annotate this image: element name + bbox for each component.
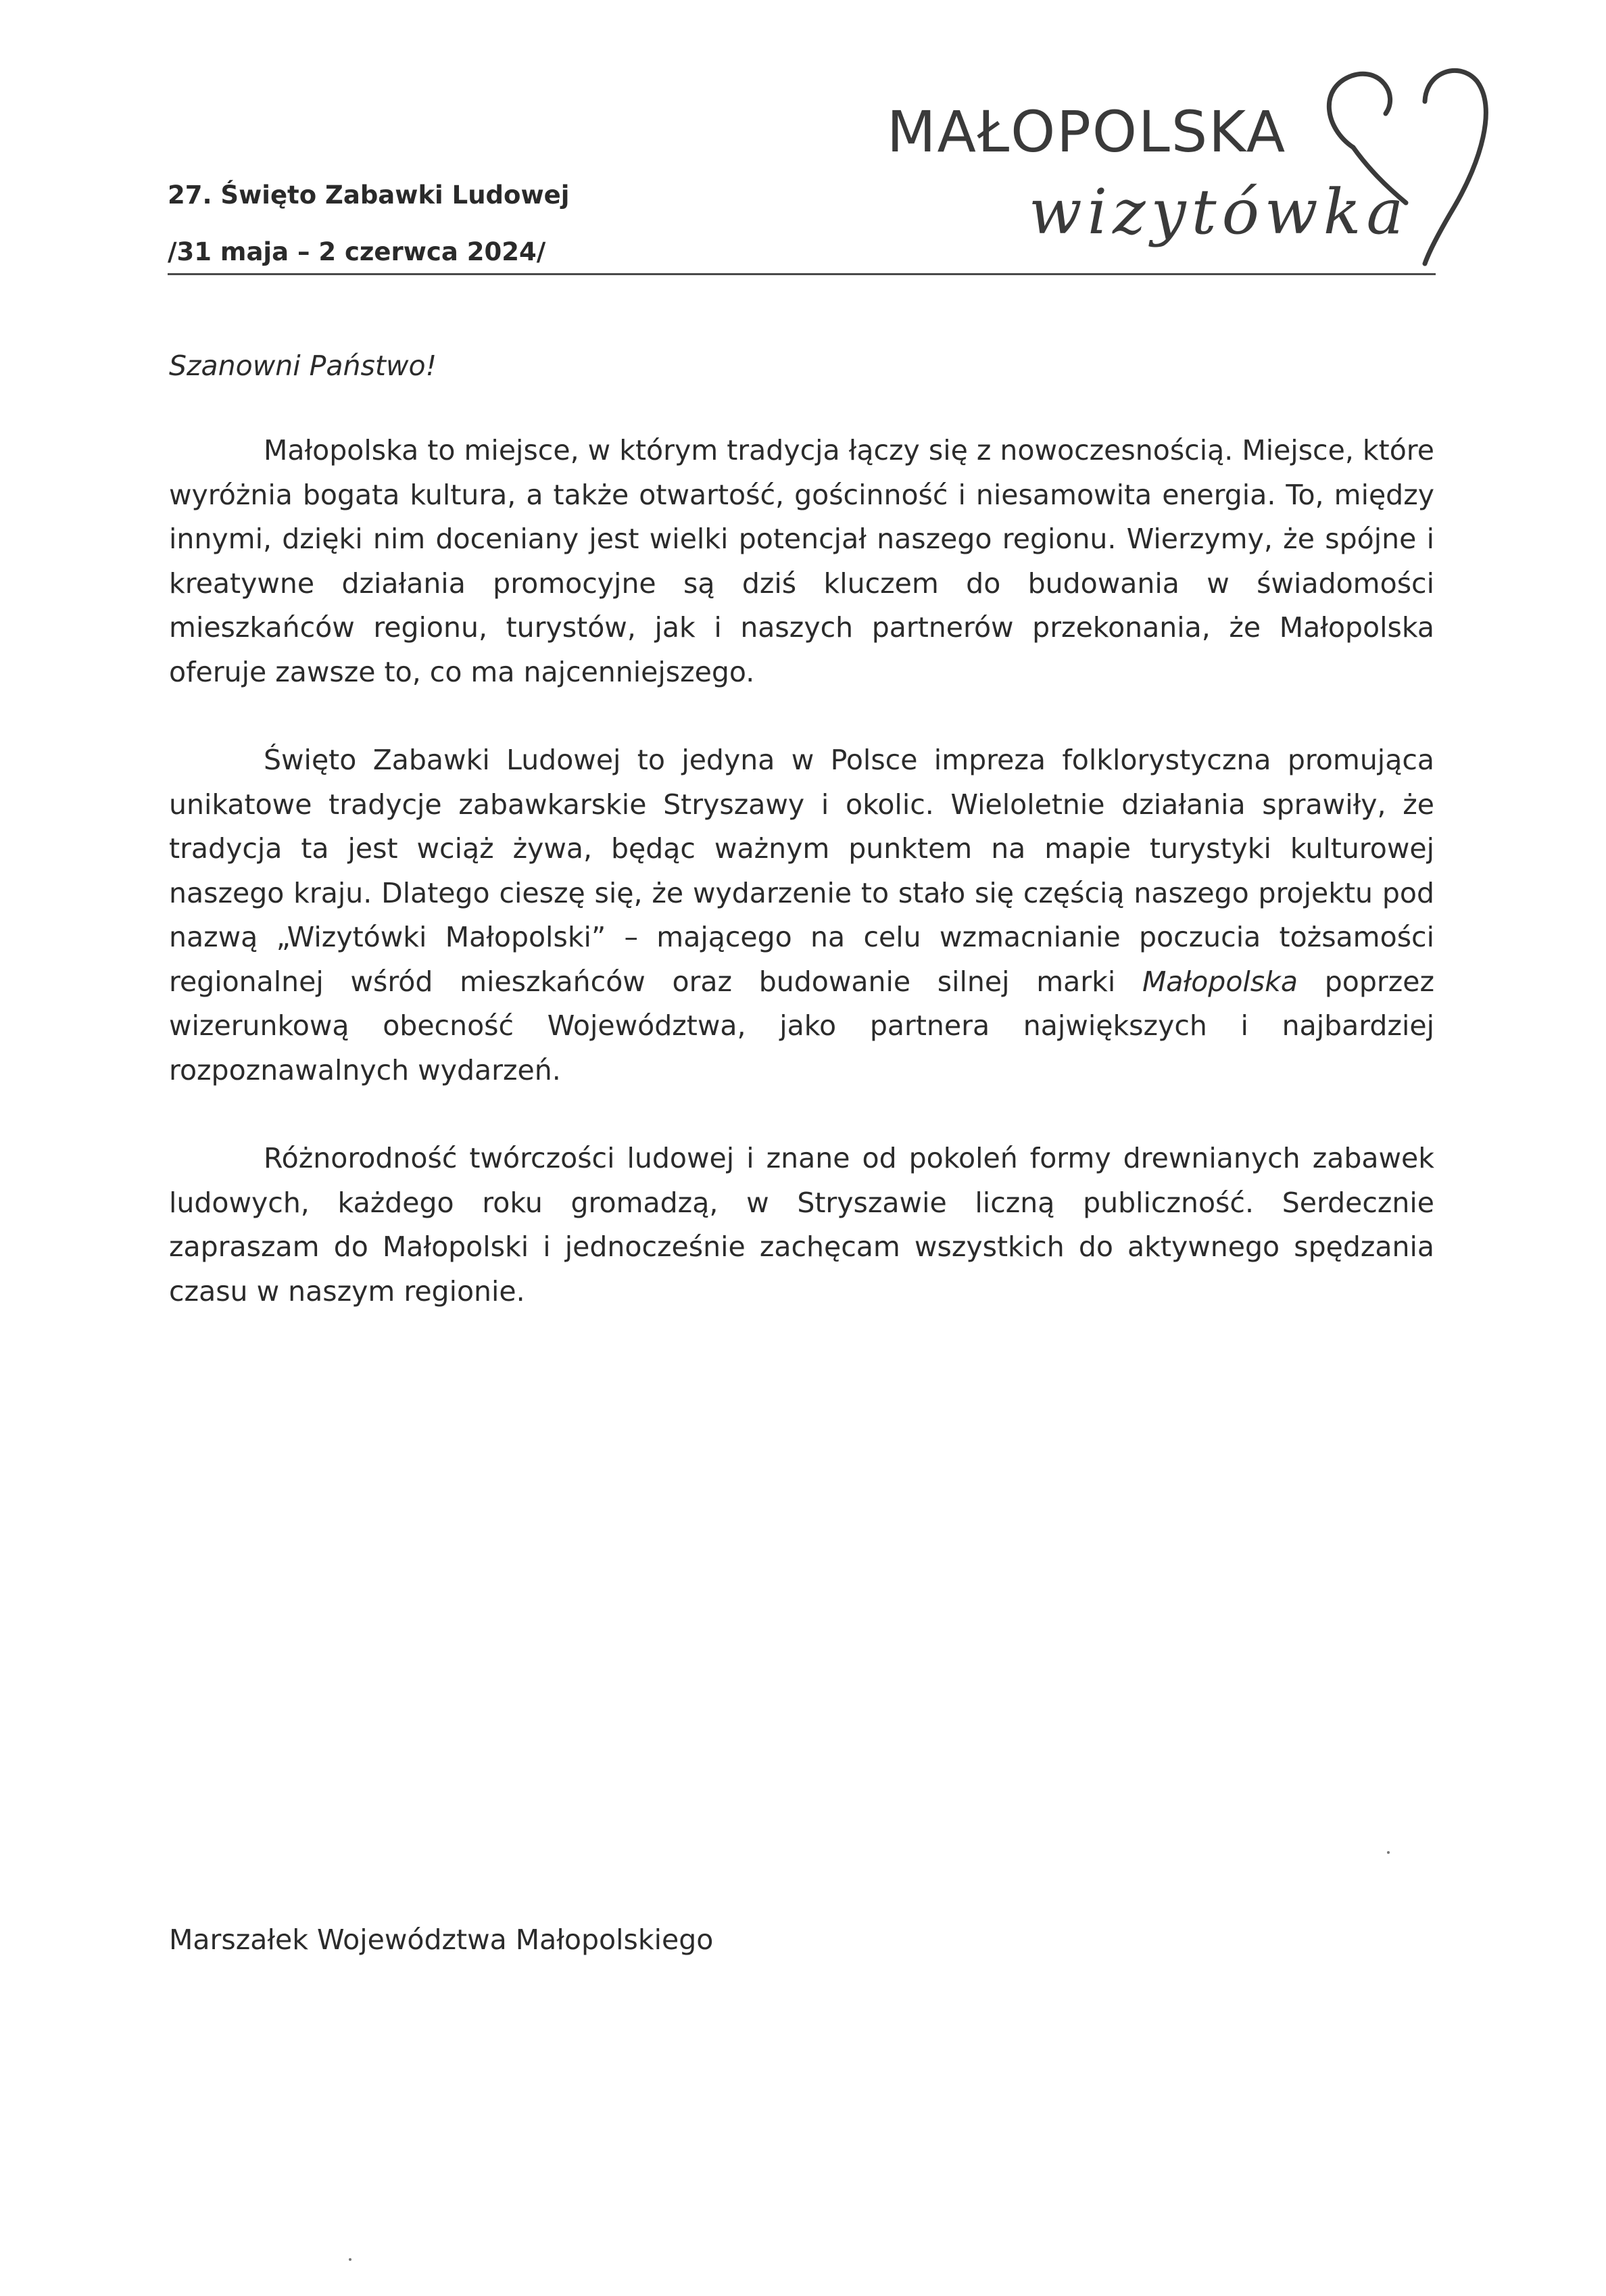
signature-line: Marszałek Województwa Małopolskiego <box>169 1923 714 1956</box>
logo-sub-text: wizytówka <box>1029 176 1409 248</box>
letter-body <box>169 345 1434 1358</box>
event-header <box>168 177 776 270</box>
paragraph-3: Różnorodność twórczości ludowej i znane od pokoleń formy drewnianych zabawek ludowych, każdego roku gromadzą, w Stryszawie liczną publiczność. Serdecznie zapraszam do Małopolski i jednocześnie zachęcam wszystkich do aktywnego spędzania czasu w naszym regionie. <box>169 1142 1434 1308</box>
salutation: Szanowni Państwo! <box>169 350 437 382</box>
scan-speck <box>349 2258 351 2261</box>
paragraph-2-text-before: Święto Zabawki Ludowej to jedyna w Polsce impreza folklorystyczna promująca unikatowe tradycje zabawkarskie Stryszawy i okolic. Wieloletnie działania sprawiły, że tradycja ta jest wciąż żywa, będąc ważnym punktem na mapie turystyki kulturowej naszego kraju. Dlatego cieszę się, że wydarzenie to stało się częścią naszego projektu pod nazwą „Wizytówki Małopolski” – mającego na celu wzmacnianie poczucia tożsamości regionalnej wśród mieszkańców oraz budowanie silnej marki <box>169 744 1434 998</box>
paragraph-2-text-after: poprzez wizerunkową obecność Województwa, jako partnera największych i najbardziej rozpoznawalnych wydarzeń. <box>169 965 1434 1086</box>
paragraph-2 <box>169 738 1434 1093</box>
logo-main-text: MAŁOPOLSKA <box>887 99 1287 165</box>
heart-outline-icon <box>1305 61 1507 284</box>
header-divider <box>168 273 1436 275</box>
malopolska-wizytowka-logo <box>879 61 1514 284</box>
scan-speck <box>1387 1851 1390 1854</box>
event-title: 27. Święto Zabawki Ludowej <box>168 181 570 210</box>
brand-name: Małopolska <box>1142 965 1298 998</box>
event-dates: /31 maja – 2 czerwca 2024/ <box>168 237 546 266</box>
paragraph-1: Małopolska to miejsce, w którym tradycja łączy się z nowoczesnością. Miejsce, które wyróżnia bogata kultura, a także otwartość, gościnność i niesamowita energia. To, między innymi, dzięki nim doceniany jest wielki potencjał naszego regionu. Wierzymy, że spójne i kreatywne działania promocyjne są dziś kluczem do budowania w świadomości mieszkańców regionu, turystów, jak i naszych partnerów przekonania, że Małopolska oferuje zawsze to, co ma najcenniejszego. <box>169 434 1434 688</box>
